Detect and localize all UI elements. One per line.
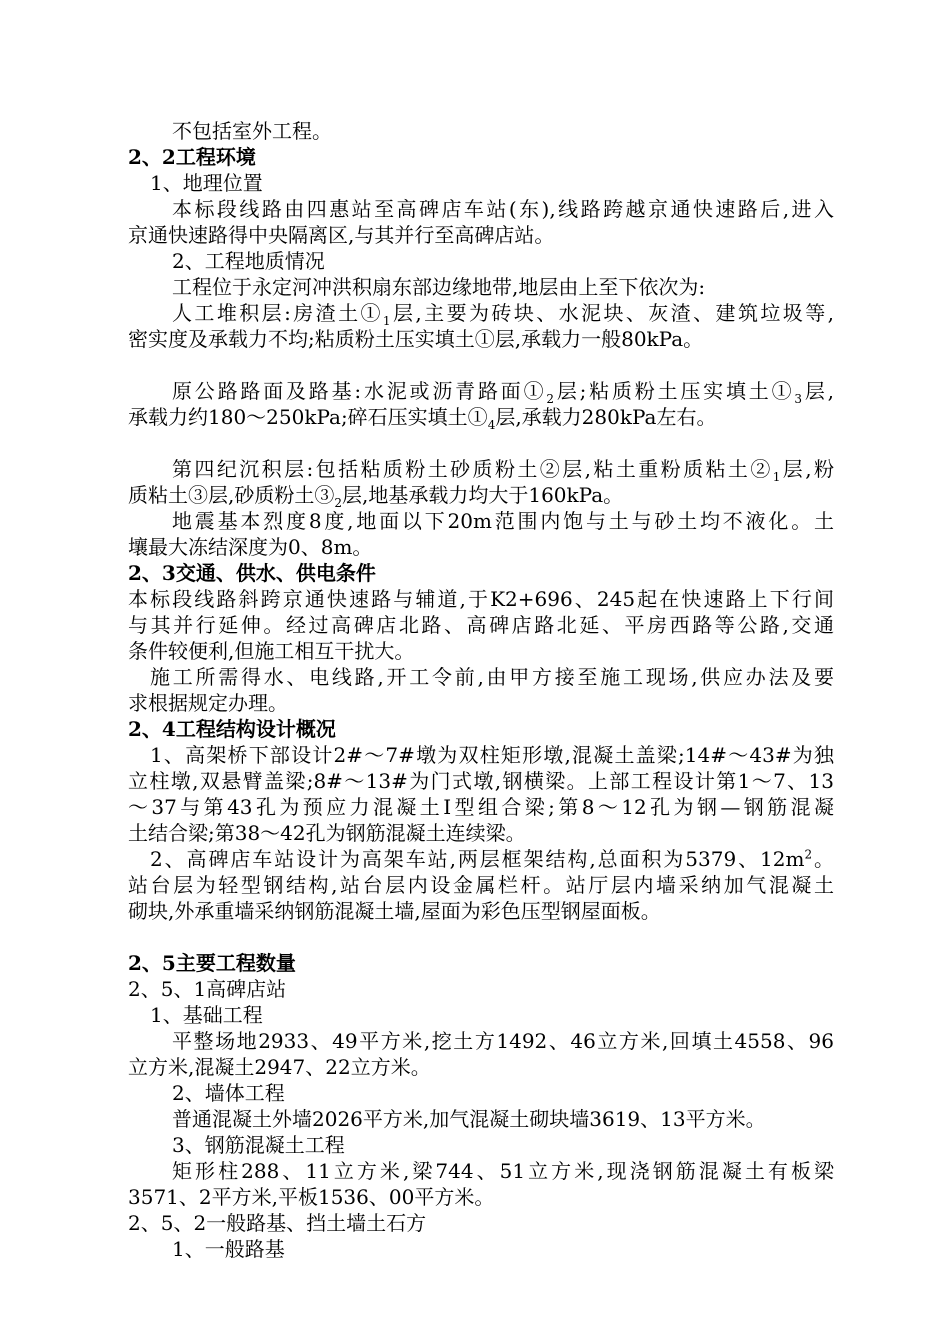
text-line: 京通快速路得中央隔离区,与其并行至高碑店站。 <box>128 223 555 247</box>
text-line: 与其并行延伸。经过高碑店北路、高碑店路北延、平房西路等公路,交通 <box>128 613 834 637</box>
text-line: 密实度及承载力不均;粘质粉土压实填土①层,承载力一般80kPa。 <box>128 327 704 351</box>
text-line: 2、墙体工程 <box>172 1081 285 1105</box>
text-line: 地震基本烈度8度,地面以下20m范围内饱与土与砂土均不液化。土 <box>172 509 834 533</box>
text-line: 砌块,外承重墙采纳钢筋混凝土墙,屋面为彩色压型钢屋面板。 <box>128 899 661 923</box>
blank-line <box>128 352 834 378</box>
text-line: 3、钢筋混凝土工程 <box>172 1133 345 1157</box>
text-line: 人工堆积层:房渣土$①_1$层,主要为砖块、水泥块、灰渣、建筑垃圾等, <box>172 301 834 328</box>
text-line: 第四纪沉积层:包括粘质粉土砂质粉土②层,粘土重粉质粘土$②_1$层,粉 <box>172 457 834 484</box>
text-line: 施工所需得水、电线路,开工令前,由甲方接至施工现场,供应办法及要 <box>150 665 834 689</box>
text-line: 不包括室外工程。 <box>172 119 332 143</box>
text-line: 工程位于永定河冲洪积扇东部边缘地带,地层由上至下依次为: <box>172 275 706 299</box>
text-line: 立方米,混凝土2947、22立方米。 <box>128 1055 431 1079</box>
text-line: 2、高碑店车站设计为高架车站,两层框架结构,总面积为5379、$12m^2$。 <box>150 847 834 871</box>
text-line: 原公路路面及路基:水泥或沥青路面$①_2$层;粘质粉土压实填土$①_3$层, <box>172 379 834 406</box>
section-heading: 2、3交通、供水、供电条件 <box>128 561 376 585</box>
text-line: 1、基础工程 <box>150 1003 263 1027</box>
text-line: ～37与第43孔为预应力混凝土Ⅰ型组合梁;第8～12孔为钢—钢筋混凝 <box>128 795 834 819</box>
text-line: 质粘土③层,砂质粉土$③_2$层,地基承载力均大于160kPa。 <box>128 483 624 510</box>
text-line: 本标段线路由四惠站至高碑店车站(东),线路跨越京通快速路后,进入 <box>172 197 834 221</box>
text-line: 2、5、1高碑店站 <box>128 977 287 1001</box>
text-line: 2、5、2一般路基、挡土墙土石方 <box>128 1211 427 1235</box>
section-heading: 2、4工程结构设计概况 <box>128 717 336 741</box>
document-page <box>128 118 834 1262</box>
text-line: 承载力约180～250kPa;碎石压实填土$①_4$层,承载力280kPa左右。 <box>128 405 717 432</box>
text-line: 土结合梁;第38～42孔为钢筋混凝土连续梁。 <box>128 821 526 845</box>
text-line: 平整场地2933、49平方米,挖土方1492、46立方米,回填土4558、96 <box>172 1029 834 1053</box>
text-line: 3571、2平方米,平板1536、00平方米。 <box>128 1185 495 1209</box>
text-line: 壤最大冻结深度为0、8m。 <box>128 535 373 559</box>
text-line: 1、一般路基 <box>172 1237 285 1261</box>
text-line: 1、高架桥下部设计2#～7#墩为双柱矩形墩,混凝土盖梁;14#～43#为独 <box>150 743 834 767</box>
text-line: 站台层为轻型钢结构,站台层内设金属栏杆。站厅层内墙采纳加气混凝土 <box>128 873 834 897</box>
section-heading: 2、2工程环境 <box>128 145 256 169</box>
text-line: 普通混凝土外墙2026平方米,加气混凝土砌块墙3619、13平方米。 <box>172 1107 766 1131</box>
text-line: 条件较便利,但施工相互干扰大。 <box>128 639 415 663</box>
section-heading: 2、5主要工程数量 <box>128 951 296 975</box>
blank-line <box>128 430 834 456</box>
text-line: 矩形柱288、11立方米,梁744、51立方米,现浇钢筋混凝土有板梁 <box>172 1159 834 1183</box>
text-line: 2、工程地质情况 <box>172 249 325 273</box>
text-line: 求根据规定办理。 <box>128 691 288 715</box>
text-line: 立柱墩,双悬臂盖梁;8#～13#为门式墩,钢横梁。上部工程设计第1～7、13 <box>128 769 834 793</box>
text-line: 1、地理位置 <box>150 171 263 195</box>
text-line: 本标段线路斜跨京通快速路与辅道,于K2+696、245起在快速路上下行间 <box>128 587 834 611</box>
blank-line <box>128 924 834 950</box>
